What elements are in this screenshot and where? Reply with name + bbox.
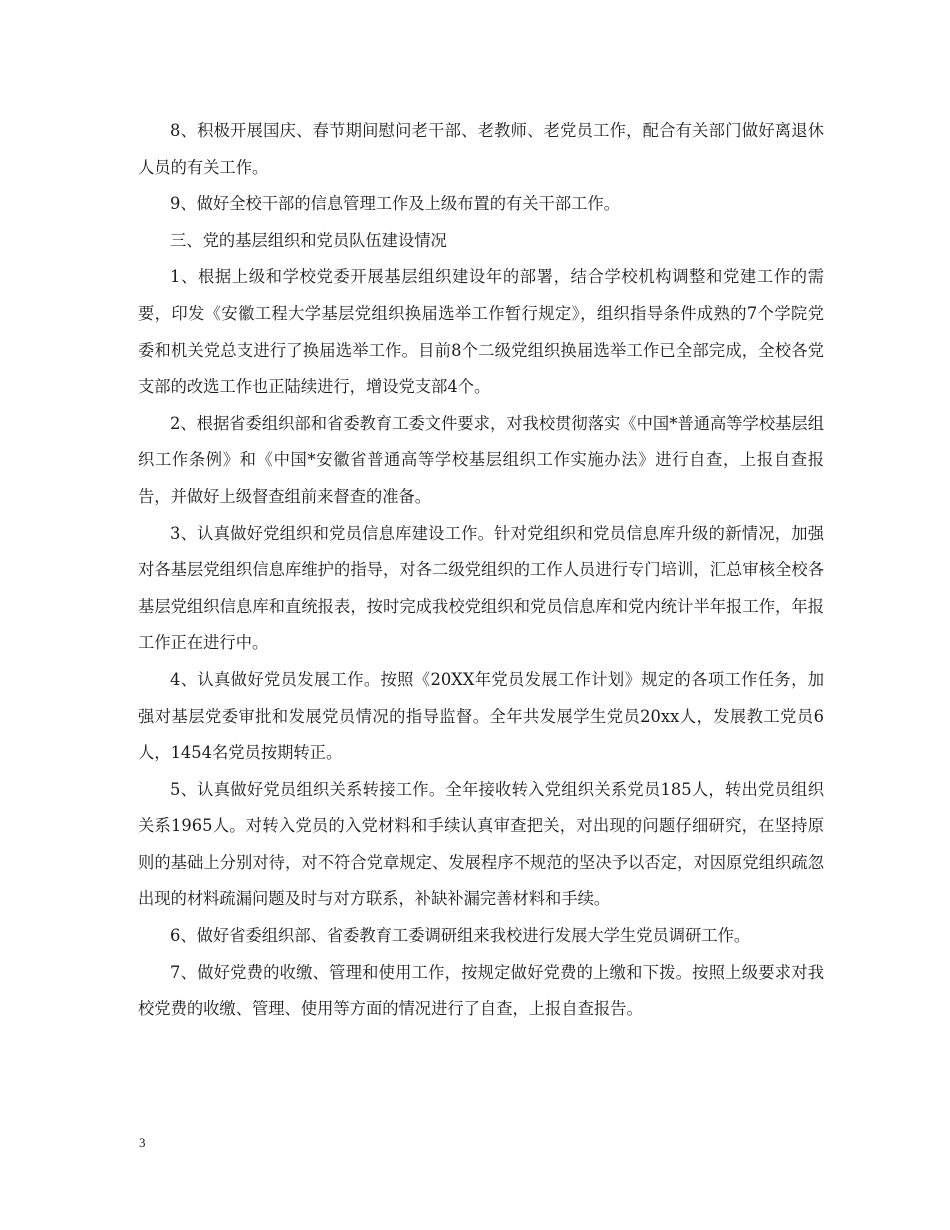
paragraph-item-8: 8、积极开展国庆、春节期间慰问老干部、老教师、老党员工作，配合有关部门做好离退休人员的有关工作。 — [138, 121, 824, 177]
document-body — [138, 113, 824, 1028]
paragraph-item-1: 1、根据上级和学校党委开展基层组织建设年的部署，结合学校机构调整和党建工作的需要，印发《安徽工程大学基层党组织换届选举工作暂行规定》，组织指导条件成熟的7个学院党委和机关党总支进行了换届选举工作。目前8个二级党组织换届选举工作已全部完成，全校各党支部的改选工作也正陆续进行，增设党支部4个。 — [138, 267, 824, 397]
paragraph-item-2: 2、根据省委组织部和省委教育工委文件要求，对我校贯彻落实《中国*普通高等学校基层组织工作条例》和《中国*安徽省普通高等学校基层组织工作实施办法》进行自查，上报自查报告，并做好上级督查组前来督查的准备。 — [138, 413, 824, 506]
paragraph-item-4: 4、认真做好党员发展工作。按照《20XX年党员发展工作计划》规定的各项工作任务，加强对基层党委审批和发展党员情况的指导监督。全年共发展学生党员20xx人，发展教工党员6人，1454名党员按期转正。 — [138, 669, 824, 763]
page-number: 3 — [139, 1135, 146, 1150]
paragraph-item-9: 9、做好全校干部的信息管理工作及上级布置的有关干部工作。 — [170, 194, 620, 214]
section-heading: 三、党的基层组织和党员队伍建设情况 — [170, 230, 447, 250]
paragraph-item-5: 5、认真做好党员组织关系转接工作。全年接收转入党组织关系党员185人，转出党员组织关系1965人。对转入党员的入党材料和手续认真审查把关，对出现的问题仔细研究，在坚持原则的基础上分别对待，对不符合党章规定、发展程序不规范的坚决予以否定，对因原党组织疏忽出现的材料疏漏问题及时与对方联系，补缺补漏完善材料和手续。 — [138, 779, 824, 909]
paragraph-item-7: 7、做好党费的收缴、管理和使用工作，按规定做好党费的上缴和下拨。按照上级要求对我校党费的收缴、管理、使用等方面的情况进行了自查，上报自查报告。 — [138, 962, 824, 1019]
paragraph-item-6: 6、做好省委组织部、省委教育工委调研组来我校进行发展大学生党员调研工作。 — [170, 926, 751, 946]
paragraph-item-3: 3、认真做好党组织和党员信息库建设工作。针对党组织和党员信息库升级的新情况，加强对各基层党组织信息库维护的指导，对各二级党组织的工作人员进行专门培训，汇总审核全校各基层党组织信息库和直统报表，按时完成我校党组织和党员信息库和党内统计半年报工作，年报工作正在进行中。 — [138, 523, 824, 653]
